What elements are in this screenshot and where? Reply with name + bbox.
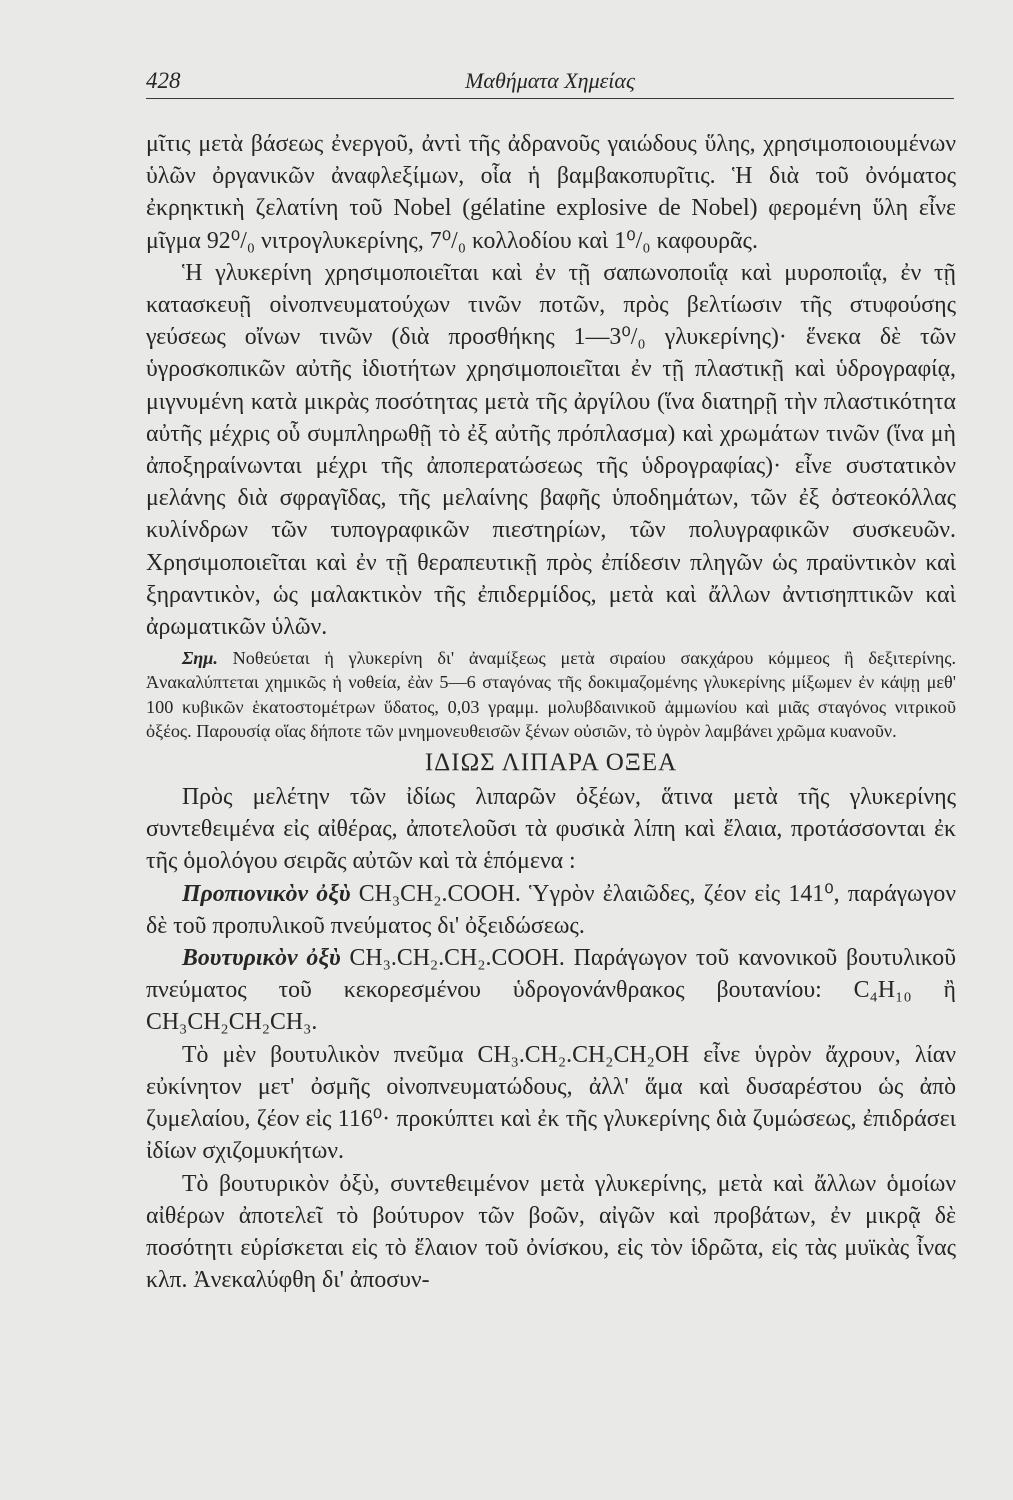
entry-butyric-acid — [146, 942, 956, 1039]
footnote — [146, 646, 956, 743]
paragraph-continuation: μῖτις μετὰ βάσεως ἐνεργοῦ, ἀντὶ τῆς ἀδρανοῦς γαιώδους ὕλης, χρησιμοποιουμένων ὑλῶν ὀργανικῶν ἀναφλεξίμων, οἷα ἡ βαμβακοπυρῖτις. Ἡ διὰ τοῦ ὀνόματος ἐκρηκτικὴ ζελατίνη τοῦ Nobel (gélatine explosive de Nobel) φερομένη ὕλη εἶνε μῖγμα 92⁰/₀ νιτρογλυκερίνης, 7⁰/₀ κολλοδίου καὶ 1⁰/₀ καφουρᾶς. — [146, 131, 956, 254]
paragraph-butyl-alcohol: Τὸ μὲν βουτυλικὸν πνεῦμα CH₃.CH₂.CH₂CH₂OH εἶνε ὑγρὸν ἄχρουν, λίαν εὐκίνητον μετ' ὀσμῆς οἰνοπνευματώδους, ἀλλ' ἅμα καὶ δυσαρέστου ὡς ἀπὸ ζυμελαίου, ζέον εἰς 116⁰· προκύπτει καὶ ἐκ τῆς γλυκερίνης διὰ ζυμώσεως, ἐπιδράσει ἰδίων σχιζομυκήτων. — [146, 1041, 956, 1165]
note-text: Νοθεύεται ἡ γλυκερίνη δι' ἀναμίξεως μετὰ σιραίου σακχάρου κόμμεος ἢ δεξιτερίνης. Ἀνακαλύπτεται χημικῶς ἡ νοθεία, ἐὰν 5—6 σταγόνας τῆς δοκιμαζομένης γλυκερίνης μίξωμεν ἐν κάψῃ μεθ' 100 κυβικῶν ἑκατοστομέτρων ὕδατος, 0,03 γραμμ. μολυβδαινικοῦ ἀμμωνίου καὶ μιᾶς σταγόνος νιτρικοῦ ὀξέος. Παρουσίᾳ οἵας δήποτε τῶν μνημονευθεισῶν ξένων οὐσιῶν, τὸ ὑγρὸν λαμβάνει χρῶμα κυανοῦν. — [146, 648, 957, 741]
entry-propionic-acid — [146, 878, 956, 942]
page-body — [146, 128, 956, 1296]
section-heading: ΙΔΙΩΣ ΛΙΠΑΡΑ ΟΞΕΑ — [424, 749, 678, 777]
paragraph-butyric-acid: Τὸ βουτυρικὸν ὀξὺ, συντεθειμένον μετὰ γλυκερίνης, μετὰ καὶ ἄλλων ὁμοίων αἰθέρων ἀποτελεῖ τὸ βούτυρον τῶν βοῶν, αἰγῶν καὶ προβάτων, ἐν μικρᾷ δὲ ποσότητι εὑρίσκεται εἰς τὸ ἔλαιον τοῦ ὀνίσκου, εἰς τὸν ἱδρῶτα, εἰς τὰς μυϊκὰς ἶνας κλπ. Ἀνεκαλύφθη δι' ἀποσυν- — [146, 1170, 956, 1294]
running-title: Μαθήματα Χημείας — [465, 68, 635, 93]
paragraph-glycerin-uses: Ἡ γλυκερίνη χρησιμοποιεῖται καὶ ἐν τῇ σαπωνοποιΐᾳ καὶ μυροποιΐᾳ, ἐν τῇ κατασκευῇ οἰνοπνευματούχων τινῶν ποτῶν, πρὸς βελτίωσιν τῆς στυφούσης γεύσεως οἴνων τινῶν (διὰ προσθήκης 1—3⁰/₀ γλυκερίνης)· ἕνεκα δὲ τῶν ὑγροσκοπικῶν αὐτῆς ἰδιοτήτων χρησιμοποιεῖται ἐν τῇ πλαστικῇ καὶ ὑδρογραφίᾳ, μιγνυμένη κατὰ μικρὰς ποσότητας μετὰ τῆς ἀργίλου (ἵνα διατηρῇ τὴν πλαστικότητα αὐτῆς μέχρις οὗ συμπληρωθῇ τὸ ἐξ αὐτῆς πρόπλασμα) καὶ χρωμάτων τινῶν (ἵνα μὴ ἀποξηραίνωνται μέχρι τῆς ἀποπερατώσεως τῆς ὑδρογραφίας)· εἶνε συστατικὸν μελάνης διὰ σφραγῖδας, τῆς μελαίνης βαφῆς ὑποδημάτων, τῶν ἐξ ὀστεοκόλλας κυλίνδρων τῶν τυπογραφικῶν πιεστηρίων, τῶν πολυγραφικῶν συσκευῶν. Χρησιμοποιεῖται καὶ ἐν τῇ θεραπευτικῇ πρὸς ἐπίδεσιν πληγῶν ὡς πραϋντικὸν καὶ ξηραντικὸν, ὡς μαλακτικὸν τῆς ἐπιδερμίδος, μετὰ καὶ ἄλλων ἀντισηπτικῶν καὶ ἀρωματικῶν ὑλῶν. — [146, 259, 956, 641]
butyric-acid-term: Βουτυρικὸν ὀξὺ — [182, 945, 341, 972]
page-number: 428 — [146, 68, 181, 93]
propionic-acid-text: CH₃CH₂.COOH. Ὑγρὸν ἐλαιῶδες, ζέον εἰς 141⁰, παράγωγον δὲ τοῦ προπυλικοῦ πνεύματος δι' ὀξειδώσεως. — [146, 880, 957, 939]
butyric-acid-text: CH₃.CH₂.CH₂.COOH. Παράγωγον τοῦ κανονικοῦ βουτυλικοῦ πνεύματος τοῦ κεκορεσμένου ὑδρογονάνθρακος βουτανίου: C₄H₁₀ ἢ CH₃CH₂CH₂CH₃. — [146, 945, 956, 1036]
page-header — [146, 64, 954, 99]
note-label: Σημ. — [182, 648, 218, 669]
propionic-acid-term: Προπιονικὸν ὀξὺ — [182, 880, 351, 907]
section-intro: Πρὸς μελέτην τῶν ἰδίως λιπαρῶν ὀξέων, ἅτινα μετὰ τῆς γλυκερίνης συντεθειμένα εἰς αἰθέρας, ἀποτελοῦσι τὰ φυσικὰ λίπη καὶ ἔλαια, προτάσσονται ἐκ τῆς ὁμολόγου σειρᾶς αὐτῶν καὶ τὰ ἑπόμενα : — [146, 784, 956, 875]
